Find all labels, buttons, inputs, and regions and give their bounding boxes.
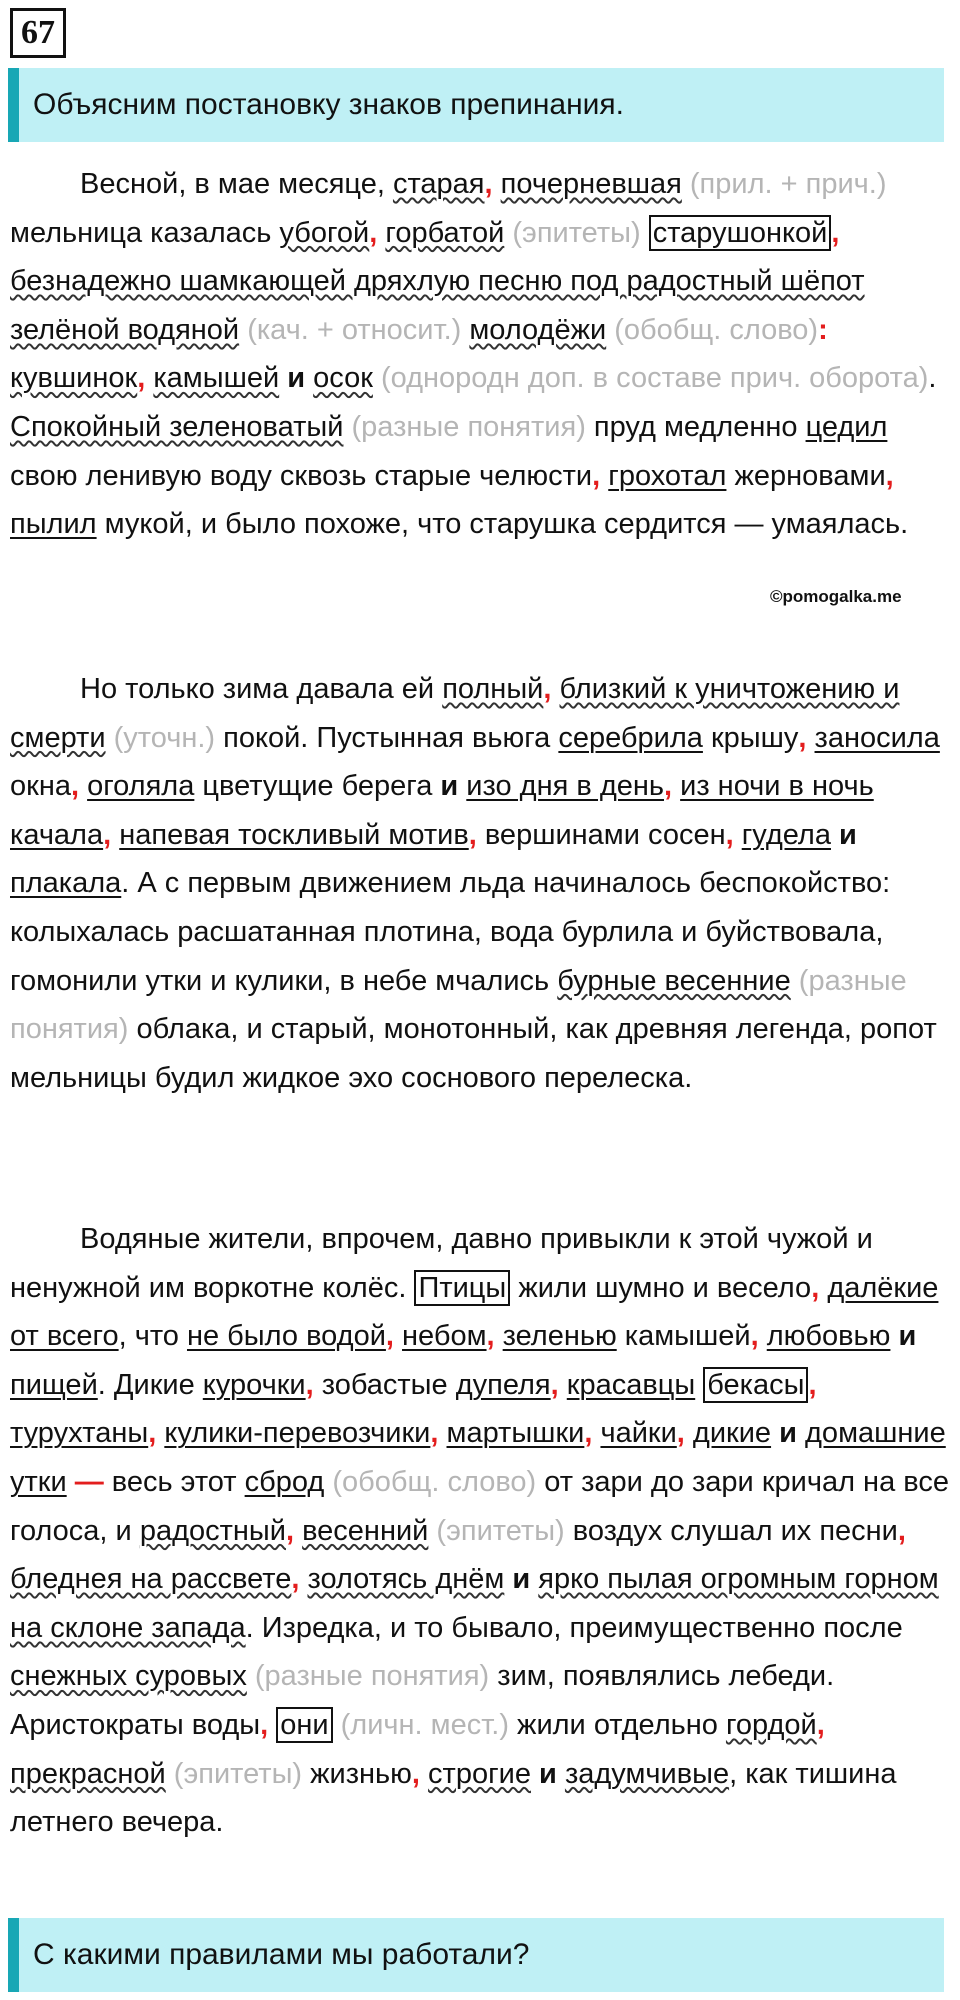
underlined-word: небом (402, 1320, 487, 1353)
red-punctuation: , (70, 770, 80, 803)
boxed-word: Птицы (414, 1270, 510, 1306)
text-run: крышу (702, 721, 799, 754)
wavy-underlined-word: старая (392, 168, 485, 200)
paragraph-text (10, 160, 950, 549)
underlined-word: из ночи в ночь (680, 770, 874, 803)
text-run: свою ленивую воду сквозь старые челюсти (10, 459, 593, 492)
wavy-underlined-word: золотясь днём (307, 1563, 505, 1596)
wavy-underlined-word: весенний (302, 1514, 429, 1547)
text-run: жизнью (302, 1757, 412, 1790)
text-run: жили отдельно (508, 1708, 726, 1741)
text-run: Но только зима давала ей (80, 673, 443, 705)
red-punctuation: , (750, 1320, 759, 1353)
red-punctuation: , (260, 1708, 269, 1741)
text-run: , как тишина летнего вечера. (10, 1757, 897, 1839)
red-punctuation: , (811, 1271, 820, 1304)
grey-note: (кач. + относит.) (239, 313, 462, 346)
text-run (806, 722, 814, 754)
grey-note: (уточн.) (105, 721, 216, 754)
underlined-word: сброд (244, 1465, 325, 1498)
text-run: облака, и старый, монотонный, как древняя легенда, ропот мельницы будил жидкое эхо соснового перелеска. (10, 1013, 937, 1094)
red-punctuation: , (808, 1368, 817, 1401)
underlined-word: турухтаны (10, 1417, 149, 1450)
wavy-underlined-word: почерневшая (500, 168, 682, 200)
bold-conjunction: и (512, 1563, 531, 1596)
grey-note: (однородн доп. в составе прич. оборота) (372, 362, 929, 395)
underlined-word: гудела (741, 818, 831, 851)
red-punctuation: , (543, 673, 552, 705)
wavy-underlined-word: безнадежно шамкающей дряхлую песню под радостный шёпот зелёной водяной (10, 265, 865, 346)
question-footer (8, 1918, 944, 1992)
wavy-underlined-word: полный (442, 673, 544, 705)
wavy-underlined-word: ярко пылая огромным горном на склоне запада (10, 1563, 939, 1644)
text-run: от зари до зари кричал на все голоса, и (10, 1465, 949, 1547)
text-run: мукой, и было похоже, что старушка сердится — умаялась. (96, 508, 909, 541)
red-punctuation: , (897, 1514, 906, 1547)
red-punctuation: , (137, 362, 146, 395)
underlined-word: красавцы (566, 1368, 696, 1401)
text-run (495, 1320, 503, 1352)
red-punctuation: , (550, 1368, 559, 1401)
paragraph-1 (10, 160, 950, 565)
underlined-word: оголяла (87, 770, 195, 803)
red-punctuation: , (148, 1417, 157, 1450)
wavy-underlined-word: Спокойный зеленоватый (10, 410, 344, 443)
text-run (79, 770, 87, 802)
bold-conjunction: и (779, 1417, 797, 1450)
red-punctuation: , (468, 818, 477, 851)
underlined-word: любовью (766, 1320, 891, 1353)
grey-note: (эпитеты) (428, 1514, 565, 1547)
underlined-word: серебрила (558, 721, 703, 754)
wavy-underlined-word: горбатой (385, 216, 505, 249)
red-punctuation: , (484, 168, 493, 200)
text-run: . А с первым движением льда начиналось беспокойство: колыхалась расшатанная плотина, вода бурлила и буйствовала, гомонили утки и кулики, в небе мчались (10, 867, 891, 997)
boxed-word: они (276, 1707, 332, 1743)
text-run: Водяные жители, впрочем, давно привыкли к этой чужой и ненужной им воркотне колёс. (10, 1223, 873, 1304)
text-run (67, 1466, 75, 1498)
question-text: С какими правилами мы работали? (33, 1938, 530, 1971)
underlined-word: домашние утки (10, 1417, 946, 1498)
text-run (759, 1320, 767, 1352)
text-run: зим, появлялись лебеди. Аристократы воды (10, 1660, 835, 1741)
wavy-underlined-word: прекрасной (10, 1757, 166, 1790)
grey-note: (эпитеты) (504, 216, 641, 249)
text-run (557, 1758, 565, 1790)
wavy-underlined-word: радостный (139, 1514, 286, 1547)
red-punctuation: — (74, 1465, 104, 1498)
underlined-word: пылил (10, 508, 97, 541)
wavy-underlined-word: снежных суровых (10, 1660, 247, 1693)
bold-conjunction: и (440, 770, 459, 803)
text-run (420, 1758, 428, 1790)
red-punctuation: , (664, 770, 673, 803)
underlined-word: чайки (600, 1417, 677, 1450)
text-run: мельница казалась (10, 216, 280, 249)
wavy-underlined-word: близкий к уничтожению и смерти (10, 673, 900, 754)
text-run (831, 819, 839, 851)
grey-note: (эпитеты) (165, 1757, 303, 1790)
text-run: пруд медленно (585, 410, 806, 443)
wavy-underlined-word: кувшинок (10, 362, 138, 395)
underlined-word: кулики-перевозчики (164, 1417, 431, 1450)
underlined-word: дупеля (455, 1368, 551, 1401)
text-run (797, 1417, 805, 1449)
red-punctuation: , (369, 216, 378, 249)
underlined-word: зеленью (502, 1320, 617, 1353)
red-punctuation: : (818, 313, 828, 346)
text-run (531, 1758, 539, 1790)
wavy-underlined-word: задумчивые (564, 1757, 730, 1790)
text-run: зобастые (313, 1368, 456, 1401)
grey-note: (прил. + прич.) (681, 168, 887, 200)
bold-conjunction: и (898, 1320, 917, 1353)
text-run (685, 1417, 693, 1449)
text-run (294, 1515, 302, 1547)
bold-conjunction: и (287, 362, 306, 395)
task-header-text: Объясним постановку знаков препинания. (33, 88, 625, 121)
paragraph-text (10, 665, 950, 1102)
red-punctuation: , (486, 1320, 495, 1353)
text-run (641, 217, 649, 249)
underlined-word: мартышки (446, 1417, 585, 1450)
red-punctuation: , (798, 721, 807, 754)
grey-note: (разные понятия) (10, 964, 907, 1046)
wavy-underlined-word: бурные весенние (557, 964, 791, 997)
boxed-word: старушонкой (649, 215, 832, 251)
red-punctuation: , (430, 1417, 439, 1450)
red-punctuation: , (816, 1708, 825, 1741)
red-punctuation: , (725, 818, 734, 851)
red-punctuation: , (584, 1417, 593, 1450)
text-run (394, 1320, 402, 1352)
text-run (305, 362, 313, 394)
red-punctuation: , (103, 818, 112, 851)
wavy-underlined-word: строгие (428, 1757, 531, 1790)
underlined-word: изо дня в день (466, 770, 664, 803)
watermark: ©pomogalka.me (770, 587, 902, 606)
exercise-number: 67 (10, 8, 66, 58)
underlined-word: дикие (692, 1417, 772, 1450)
paragraph-text (10, 1215, 950, 1847)
paragraph-2 (10, 665, 950, 1118)
underlined-word: качала (10, 818, 104, 851)
wavy-underlined-word: осок (313, 362, 373, 395)
wavy-underlined-word: гордой (725, 1708, 817, 1741)
text-run: покой. Пустынная вьюга (215, 721, 559, 754)
wavy-underlined-word: молодёжи (469, 313, 607, 346)
underlined-word: не было водой (186, 1320, 386, 1353)
red-punctuation: , (676, 1417, 685, 1450)
grey-note: (разные понятия) (343, 410, 586, 443)
text-run: окна (10, 770, 71, 803)
bold-conjunction: и (839, 818, 857, 851)
red-punctuation: , (285, 1514, 295, 1547)
underlined-word: плакала (10, 867, 122, 900)
task-header (8, 68, 944, 142)
underlined-word: цедил (805, 410, 888, 443)
text-run: . (928, 362, 937, 395)
text-run: вершинами сосен (476, 818, 726, 851)
red-punctuation: , (385, 1320, 394, 1353)
red-punctuation: , (411, 1757, 420, 1790)
underlined-word: заносила (814, 721, 940, 754)
red-punctuation: , (885, 459, 894, 492)
underlined-word: напевая тоскливый мотив (119, 818, 469, 851)
text-run (438, 1417, 446, 1449)
wavy-underlined-word: убогой (279, 216, 370, 249)
text-run (771, 1417, 779, 1449)
red-punctuation: , (305, 1368, 314, 1401)
text-run (559, 1369, 567, 1401)
underlined-word: курочки (202, 1368, 306, 1401)
text-run (268, 1709, 276, 1741)
grey-note: (разные понятия) (246, 1660, 490, 1693)
boxed-word: бекасы (703, 1367, 808, 1403)
text-run: , что (118, 1320, 187, 1353)
underlined-word: далёкие от всего (10, 1271, 939, 1353)
underlined-word: грохотал (608, 459, 727, 492)
text-run (551, 673, 559, 705)
text-run: жерновами (726, 459, 886, 492)
text-run (672, 770, 680, 802)
text-run: весь этот (103, 1465, 245, 1498)
text-run: . Дикие (97, 1368, 203, 1401)
grey-note: (обобщ. слово) (324, 1465, 537, 1498)
paragraph-3 (10, 1215, 950, 1863)
red-punctuation: , (831, 216, 840, 249)
text-run: жили шумно и весело (510, 1271, 812, 1304)
red-punctuation: , (592, 459, 601, 492)
wavy-underlined-word: бледнея на рассвете (10, 1563, 292, 1596)
text-run: камышей (616, 1320, 751, 1353)
text-run: Весной, в мае месяце, (80, 168, 393, 200)
text-run: . Изредка, и то бывало, преимущественно после (245, 1611, 903, 1644)
grey-note: (личн. мест.) (332, 1708, 509, 1741)
underlined-word: пищей (10, 1368, 98, 1401)
text-run: воздух слушал их песни (564, 1514, 898, 1547)
text-run: цветущие берега (194, 770, 441, 803)
grey-note: (обобщ. слово) (606, 313, 819, 346)
bold-conjunction: и (539, 1757, 557, 1790)
wavy-underlined-word: камышей (153, 362, 280, 395)
text-run (734, 819, 742, 851)
text-run (493, 168, 501, 200)
red-punctuation: , (291, 1563, 300, 1596)
